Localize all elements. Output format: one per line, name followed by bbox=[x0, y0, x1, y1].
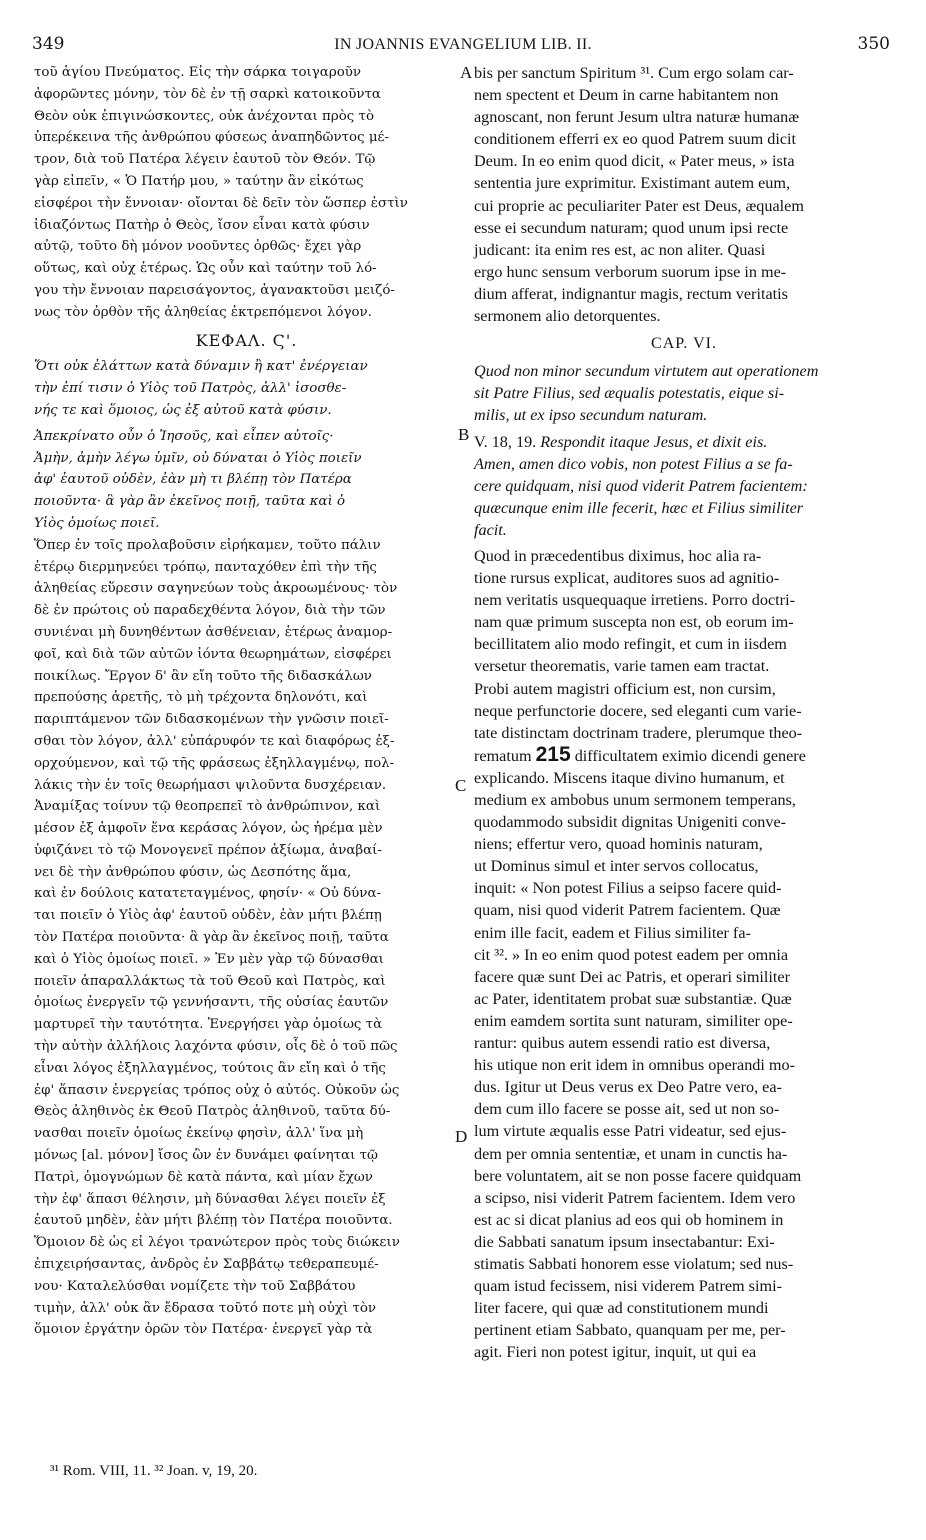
text-line: quodammodo subsidit dignitas Unigeniti conve- bbox=[474, 813, 787, 832]
text-line: οὕτως, καὶ οὐχ ἑτέρως. Ὡς οὖν καὶ ταύτην τοῦ λό- bbox=[34, 261, 377, 277]
text-line: μαρτυρεῖ τὴν ταυτότητα. Ἐνεργήσει γὰρ ὁμοίως τὰ bbox=[34, 1017, 383, 1033]
text-line: a scipso, nisi viderit Patrem facientem. Idem vero bbox=[474, 1188, 796, 1207]
text-line: esse ei secundum naturam; quod unum ipsi recte bbox=[474, 218, 789, 237]
text-line: Ἀπεκρίνατο οὖν ὁ Ἰησοῦς, καὶ εἶπεν αὐτοῖς· bbox=[34, 428, 334, 444]
text-line: Ἀμὴν, ἀμὴν λέγω ὑμῖν, οὐ δύναται ὁ Υἱὸς ποιεῖν bbox=[34, 450, 362, 466]
text-line: ορχούμενον, καὶ τῷ τῆς φράσεως ἐξηλλαγμένῳ, πολ- bbox=[34, 755, 395, 771]
text-line: nam quæ primum suscepta non est, ob eorum im- bbox=[474, 613, 794, 632]
text-line: cere quidquam, nisi quod viderit Patrem facientem: bbox=[474, 476, 808, 495]
text-line: dem per omnia sententiæ, et unam in cunctis ha- bbox=[474, 1144, 788, 1163]
latin-paragraph-1 bbox=[474, 62, 894, 327]
text-line: ἰδιαζόντως Πατὴρ ὁ Θεὸς, ἴσον εἶναι κατὰ φύσιν bbox=[34, 217, 370, 233]
margin-marker-c: C bbox=[455, 776, 467, 795]
text-line: ἀφ' ἑαυτοῦ οὐδὲν, ἐὰν μὴ τι βλέπῃ τὸν Πατέρα bbox=[34, 472, 352, 488]
text-line: ποιοῦντα· ἃ γὰρ ἂν ἐκεῖνος ποιῇ, ταῦτα καὶ ὁ bbox=[34, 494, 346, 510]
greek-verse bbox=[34, 426, 459, 535]
text-line: ποικίλως. Ἔργον δ' ἂν εἴη τοῦτο τῆς διδασκάλων bbox=[34, 668, 372, 684]
text-line: pertinent etiam Sabbato, quanquam per me, per- bbox=[474, 1321, 786, 1340]
text-line: facere quæ sunt Dei ac Patris, et operari similiter bbox=[474, 967, 790, 986]
text-line: αὐτῷ, τοῦτο δὴ μόνον νοοῦντες ὀρθῶς· ἔχει γὰρ bbox=[34, 239, 362, 255]
text-line: Ὅπερ ἐν τοῖς προλαβοῦσιν εἰρήκαμεν, τοῦτο πάλιν bbox=[34, 537, 381, 553]
text-line: Πατρὶ, ὁμογνώμων δὲ κατὰ πάντα, καὶ μίαν ἔχων bbox=[34, 1169, 373, 1185]
text-line: sit Patre Filius, sed æqualis potestatis, eique si- bbox=[474, 384, 785, 403]
text-line: συνιέναι μὴ δυνηθέντων ἀσθένειαν, ἑτέρως ἀναμορ- bbox=[34, 624, 393, 640]
text-line: νου· Καταλελύσθαι νομίζετε τὴν τοῦ Σαββάτου bbox=[34, 1278, 356, 1294]
text-line: ὁμοίως ἐνεργεῖν τῷ γεννήσαντι, τῆς οὐσίας ἑαυτῶν bbox=[34, 995, 389, 1011]
text-line: ὑπερέκεινα τῆς ἀνθρώπου φύσεως ἀναπηδῶντος μέ- bbox=[34, 130, 389, 146]
text-line: τοῦ ἁγίου Πνεύματος. Εἰς τὴν σάρκα τοιγαροῦν bbox=[34, 65, 362, 80]
text-line: ὑφιζάνει τὸ τῷ Μονογενεῖ πρέπον ἀξίωμα, ἀναβαί- bbox=[34, 842, 382, 858]
text-line: Quod non minor secundum virtutem aut operationem bbox=[474, 362, 819, 381]
verse-reference: V. 18, 19. bbox=[474, 432, 537, 451]
text-line: ac Pater, identitatem probat suæ substantiæ. Quæ bbox=[474, 989, 792, 1008]
text-line: lum virtute æqualis esse Patri videatur, sed ejus- bbox=[474, 1122, 787, 1141]
text-line: Ἀναμίξας τοίνυν τῷ θεοπρεπεῖ τὸ ἀνθρώπινον, καὶ bbox=[34, 799, 381, 815]
text-line: niens; effertur vero, quoad hominis naturam, bbox=[474, 835, 763, 854]
text-line: sententia jure exprimitur. Existimant autem eum, bbox=[474, 174, 791, 193]
latin-summary bbox=[474, 360, 894, 426]
left-page-number: 349 bbox=[32, 34, 65, 54]
greek-summary bbox=[34, 356, 459, 421]
text-line: bis per sanctum Spiritum ³¹. Cum ergo solam car- bbox=[474, 64, 794, 82]
text-line: die Sabbati sanatum ipsum insectabantur: Exi- bbox=[474, 1232, 775, 1251]
text-line: judicant: ita enim res est, ac non aliter. Quasi bbox=[474, 240, 766, 259]
latin-chapter-heading: CAP. VI. bbox=[651, 335, 717, 353]
text-line: εἶναι λόγος ἐξηλλαγμένος, τούτοις ἂν εἴη καὶ ὁ τῆς bbox=[34, 1060, 386, 1076]
text-line: quam, nisi quod viderit Patrem facientem. Quæ bbox=[474, 901, 781, 920]
text-line: dem cum illo facere se posse ait, sed ut non so- bbox=[474, 1100, 780, 1119]
text-line: medium ex ambobus unum sermonem temperans, bbox=[474, 791, 796, 809]
text-line: nem veritatis usquequaque irretiens. Porro doctri- bbox=[474, 591, 795, 610]
text-line: Probi autem magistri officium est, non cursim, bbox=[474, 679, 776, 698]
greek-paragraph-2 bbox=[34, 535, 459, 1341]
latin-column bbox=[474, 62, 894, 1363]
text-line: δὲ ἐν πρώτοις οὐ παραδεχθέντα λόγον, διὰ τὴν τῶν bbox=[34, 603, 386, 619]
margin-marker-b: B bbox=[458, 425, 470, 444]
text-line: φοῖ, καὶ διὰ τῶν αὐτῶν ἰόντα θεωρημάτων, εἰσφέρει bbox=[34, 646, 392, 662]
text-line: πρεπούσης ἀρετῆς, τὸ μὴ τρέχοντα δηλονότι, καὶ bbox=[34, 690, 368, 706]
text-line: conditionem efferri ex eo quod Patrem suum dicit bbox=[474, 130, 797, 149]
text-line: μόνως [al. μόνον] ἴσος ὢν ἐν δυνάμει φαίνηται τῷ bbox=[34, 1148, 378, 1164]
text-line: quam istud fecissem, nisi viderem Patrem simi- bbox=[474, 1277, 782, 1296]
text-line: agit. Fieri non potest igitur, inquit, ut qui ea bbox=[474, 1343, 757, 1362]
text-line: enim eamdem sortita sunt naturam, similiter ope- bbox=[474, 1011, 793, 1030]
text-line: cit ³². » In eo enim quod potest eadem per omnia bbox=[474, 945, 789, 964]
text-line: τρον, διὰ τοῦ Πατέρα λέγειν ἑαυτοῦ τὸν Θεόν. Τῷ bbox=[34, 152, 376, 168]
text-line: νως τὸν ὀρθὸν τῆς ἀληθείας ἐκτρεπόμενοι λόγον. bbox=[34, 304, 372, 320]
text-line: ἀληθείας εὕρεσιν σαγηνεύων τοὺς ἀκροωμένους· τὸν bbox=[34, 581, 398, 597]
text-line: nem spectent et Deum in carne habitantem non bbox=[474, 86, 779, 105]
text-line: Ὅτι οὐκ ἐλάττων κατὰ δύναμιν ἢ κατ' ἐνέργειαν bbox=[34, 359, 368, 375]
text-line: quæcunque enim ille fecerit, hæc et Filius similiter bbox=[474, 498, 804, 517]
text-line: τὴν ἐφ' ἅπασι θέλησιν, μὴ δύνασθαι λέγει ποιεῖν ἐξ bbox=[34, 1191, 386, 1207]
text-line: ποιεῖν ἀπαραλλάκτως τὰ τοῦ Θεοῦ καὶ Πατρὸς, καὶ bbox=[34, 973, 386, 989]
text-line: facit. bbox=[474, 520, 507, 539]
text-line: ut Dominus simul et inter servos collocatus, bbox=[474, 857, 759, 876]
text-line: μέσον ἐξ ἀμφοῖν ἕνα κεράσας λόγον, ὡς ἠρέμα μὲν bbox=[34, 821, 383, 837]
text-line: rematum bbox=[474, 746, 536, 765]
text-line: Amen, amen dico vobis, non potest Filius a se fa- bbox=[474, 454, 793, 473]
text-line: καὶ ἐν δούλοις κατατεταγμένος, φησίν· « Οὐ δύνα- bbox=[34, 886, 382, 902]
latin-paragraph-2 bbox=[474, 545, 894, 1363]
text-line: ergo hunc sensum verborum suorum ipse in me- bbox=[474, 262, 787, 281]
text-line: τιμὴν, ἀλλ' οὐκ ἂν ἔδρασα τοῦτό ποτε μὴ οὐχὶ τὸν bbox=[34, 1300, 377, 1316]
text-line: enim ille facit, eadem et Filius similiter fa- bbox=[474, 923, 751, 942]
text-line: his utique non erit idem in omnibus operandi mo- bbox=[474, 1056, 796, 1075]
footnotes: ³¹ Rom. VIII, 11. ³² Joan. v, 19, 20. bbox=[50, 1463, 258, 1479]
margin-marker-d: D bbox=[455, 1127, 468, 1146]
text-line: Respondit itaque Jesus, et dixit eis. bbox=[540, 432, 768, 451]
text-line: Υἱὸς ὁμοίως ποιεῖ. bbox=[34, 515, 160, 531]
running-title: IN JOANNIS EVANGELIUM LIB. II. bbox=[334, 36, 592, 53]
text-line: τὴν ἐπί τισιν ὁ Υἱὸς τοῦ Πατρὸς, ἀλλ' ἰσοσθε- bbox=[34, 381, 347, 397]
text-line: Θεὸν οὐκ ἐπιγινώσκοντες, οὐκ ἀνέχονται πρὸς τὸ bbox=[34, 108, 375, 124]
right-page-number: 350 bbox=[857, 34, 890, 54]
text-line: ἐφ' ἅπασιν ἐνεργείας τρόπος οὐχ ὁ αὐτός. Οὐκοῦν ὡς bbox=[34, 1082, 400, 1098]
margin-marker-a: A bbox=[460, 63, 473, 82]
page-header bbox=[0, 34, 926, 60]
text-line: neque perfunctorie docere, sed eleganti cum varie- bbox=[474, 701, 802, 720]
text-line: dus. Igitur ut Deus verus ex Deo Patre vero, ea- bbox=[474, 1078, 782, 1097]
text-line: λάκις τὴν ἐν τοῖς θεωρήμασι ψιλοῦντα δυσχέρειαν. bbox=[34, 777, 387, 793]
text-line: ἑαυτοῦ μηδὲν, ἐὰν μήτι βλέπῃ τὸν Πατέρα ποιοῦντα. bbox=[34, 1213, 393, 1229]
text-line: explicando. Miscens itaque divino humanum, et bbox=[474, 768, 785, 787]
text-line: cui proprie ac peculiariter Pater est Deus, æqualem bbox=[474, 196, 804, 215]
text-line: ἐπιχειρήσαντας, ἀνδρὸς ἐν Σαββάτῳ τεθεραπευμέ- bbox=[34, 1257, 379, 1273]
text-line: νει δὲ τὴν ἀνθρώπου φύσιν, ὡς Δεσπότης ἅμα, bbox=[34, 864, 352, 880]
column-number: 215 bbox=[535, 742, 571, 766]
text-line: νασθαι ποιεῖν ὁμοίως ἐκείνῳ φησὶν, ἀλλ' ἵνα μὴ bbox=[34, 1126, 364, 1142]
greek-chapter-heading: ΚΕΦΑΛ. Ϛ'. bbox=[195, 330, 298, 350]
text-line: tione rursus explicat, auditores suos ad agnitio- bbox=[474, 569, 780, 588]
text-line: Deum. In eo enim quod dicit, « Pater meus, » ista bbox=[474, 152, 795, 171]
text-line: est ac si dicat planius ad eos qui ob hominem in bbox=[474, 1210, 784, 1229]
text-line: tate distinctam doctrinam tradere, plerumque theo- bbox=[474, 723, 803, 742]
text-line: rantur: quibus autem essendi ratio est diversa, bbox=[474, 1034, 771, 1053]
text-line: Ὅμοιον δὲ ὡς εἰ λέγοι τρανώτερον πρὸς τοὺς διώκειν bbox=[34, 1235, 400, 1251]
greek-paragraph-1 bbox=[34, 62, 459, 324]
text-line: sermonem alio detorquentes. bbox=[474, 307, 661, 326]
text-line: liter facere, qui quæ ad constitutionem mundi bbox=[474, 1299, 769, 1318]
latin-verse bbox=[474, 431, 894, 541]
text-line: bere voluntatem, ait se non posse facere quidquam bbox=[474, 1166, 802, 1185]
text-line: ἑτέρῳ διερμηνεύει τρόπῳ, πανταχόθεν ἐπὶ τὴν τῆς bbox=[34, 559, 377, 575]
text-line: εἰσφέροι τὴν ἔννοιαν· οἴονται δὲ δεῖν τὸν ὥσπερ ἐστὶν bbox=[34, 195, 408, 211]
text-line: dium afferat, indignantur magis, rectum veritatis bbox=[474, 284, 788, 303]
text-line: difficultatem eximio dicendi genere bbox=[570, 746, 806, 765]
text-line: γου τὴν ἔννοιαν παρεισάγοντος, ἀγανακτοῦσι μειζό- bbox=[34, 282, 395, 298]
greek-column bbox=[34, 62, 459, 1341]
text-line: ἀφορῶντες μόνην, τὸν δὲ ἐν τῇ σαρκὶ κατοικοῦντα bbox=[34, 86, 381, 102]
text-line: γὰρ εἰπεῖν, « Ὁ Πατήρ μου, » ταύτην ἂν εἰκότως bbox=[34, 173, 364, 189]
text-line: Θεὸς ἀληθινὸς ἐκ Θεοῦ Πατρὸς ἀληθινοῦ, ταῦτα δύ- bbox=[34, 1104, 391, 1120]
text-line: milis, ut ex ipso secundum naturam. bbox=[474, 406, 708, 425]
text-line: agnoscant, non ferunt Jesum ultra naturæ humanæ bbox=[474, 108, 800, 127]
text-line: παριπτάμενον τῶν διδασκομένων τὴν γνῶσιν ποιεῖ- bbox=[34, 712, 389, 728]
text-line: versetur theorematis, varie tamen eam tractat. bbox=[474, 657, 770, 676]
text-line: τὸν Πατέρα ποιοῦντα· ἃ γὰρ ἂν ἐκεῖνος ποιῇ, ταῦτα bbox=[34, 930, 389, 946]
text-line: νής τε καὶ ὅμοιος, ὡς ἐξ αὐτοῦ κατὰ φύσιν. bbox=[34, 402, 332, 418]
text-line: inquit: « Non potest Filius a seipso facere quid- bbox=[474, 879, 782, 898]
text-line: ὅμοιον ἐργάτην ὁρῶν τὸν Πατέρα· ἐνεργεῖ γὰρ τὰ bbox=[34, 1322, 373, 1338]
text-line: τὴν αὐτὴν ἀλλήλοις λαχόντα φύσιν, οἷς δὲ ὁ τοῦ πῶς bbox=[34, 1039, 398, 1055]
text-line: becillitatem alio modo refingit, et cum in iisdem bbox=[474, 635, 787, 654]
text-line: σθαι τὸν λόγον, ἀλλ' εὐπάρυφόν τε καὶ διαφόρως ἐξ- bbox=[34, 733, 395, 749]
text-line: ται ποιεῖν ὁ Υἱὸς ἀφ' ἑαυτοῦ οὐδὲν, ἐὰν μήτι βλέπῃ bbox=[34, 908, 382, 924]
text-line: Quod in præcedentibus diximus, hoc alia ra- bbox=[474, 546, 762, 565]
text-line: stimatis Sabbati honorem esse violatum; sed nus- bbox=[474, 1254, 794, 1273]
text-line: καὶ ὁ Υἱὸς ὁμοίως ποιεῖ. » Ἐν μὲν γὰρ τῷ δύνασθαι bbox=[34, 951, 384, 967]
